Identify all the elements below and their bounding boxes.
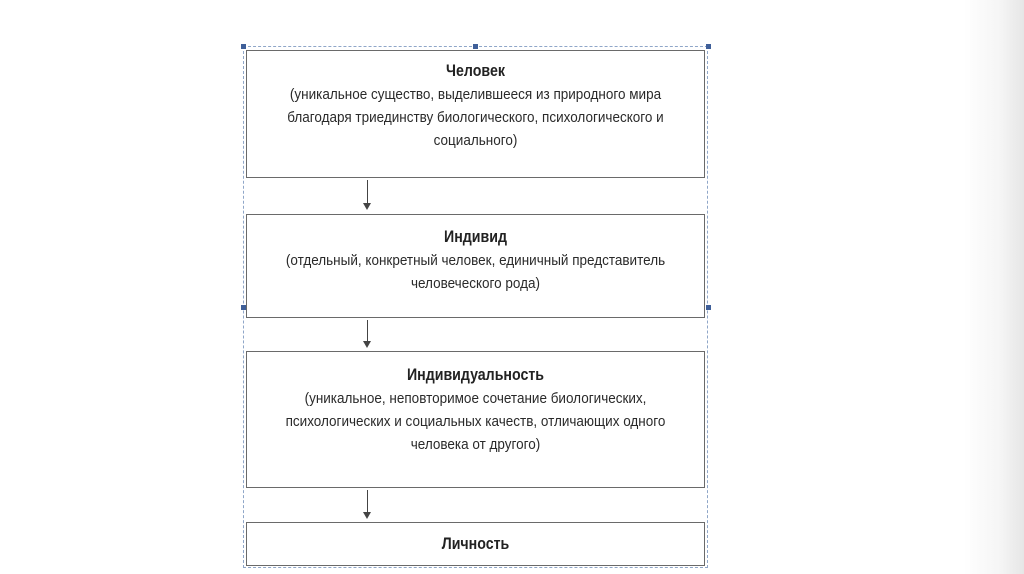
node-description: (уникальное, неповторимое сочетание биологических, психологических и социальных качеств, отличающих одного человека от другого) xyxy=(285,390,666,453)
node-chelovek xyxy=(246,50,705,178)
resize-handle-top-right[interactable] xyxy=(706,44,711,49)
node-title: Человек xyxy=(446,62,505,80)
resize-handle-middle-right[interactable] xyxy=(706,305,711,310)
arrow-down xyxy=(363,490,372,520)
node-individualnost xyxy=(246,351,705,488)
resize-handle-top-left[interactable] xyxy=(241,44,246,49)
node-title: Индивидуальность xyxy=(406,366,545,384)
node-individ xyxy=(246,214,705,318)
arrow-down xyxy=(363,180,372,211)
resize-handle-top-center[interactable] xyxy=(473,44,478,49)
node-title: Личность xyxy=(441,535,510,553)
node-lichnost xyxy=(246,522,705,566)
node-description: (уникальное существо, выделившееся из природного мира благодаря триединству биологического, психологического и социального) xyxy=(287,86,664,149)
node-title: Индивид xyxy=(444,228,507,246)
arrow-down xyxy=(363,320,372,349)
node-description: (отдельный, конкретный человек, единичный представитель человеческого рода) xyxy=(285,252,666,292)
